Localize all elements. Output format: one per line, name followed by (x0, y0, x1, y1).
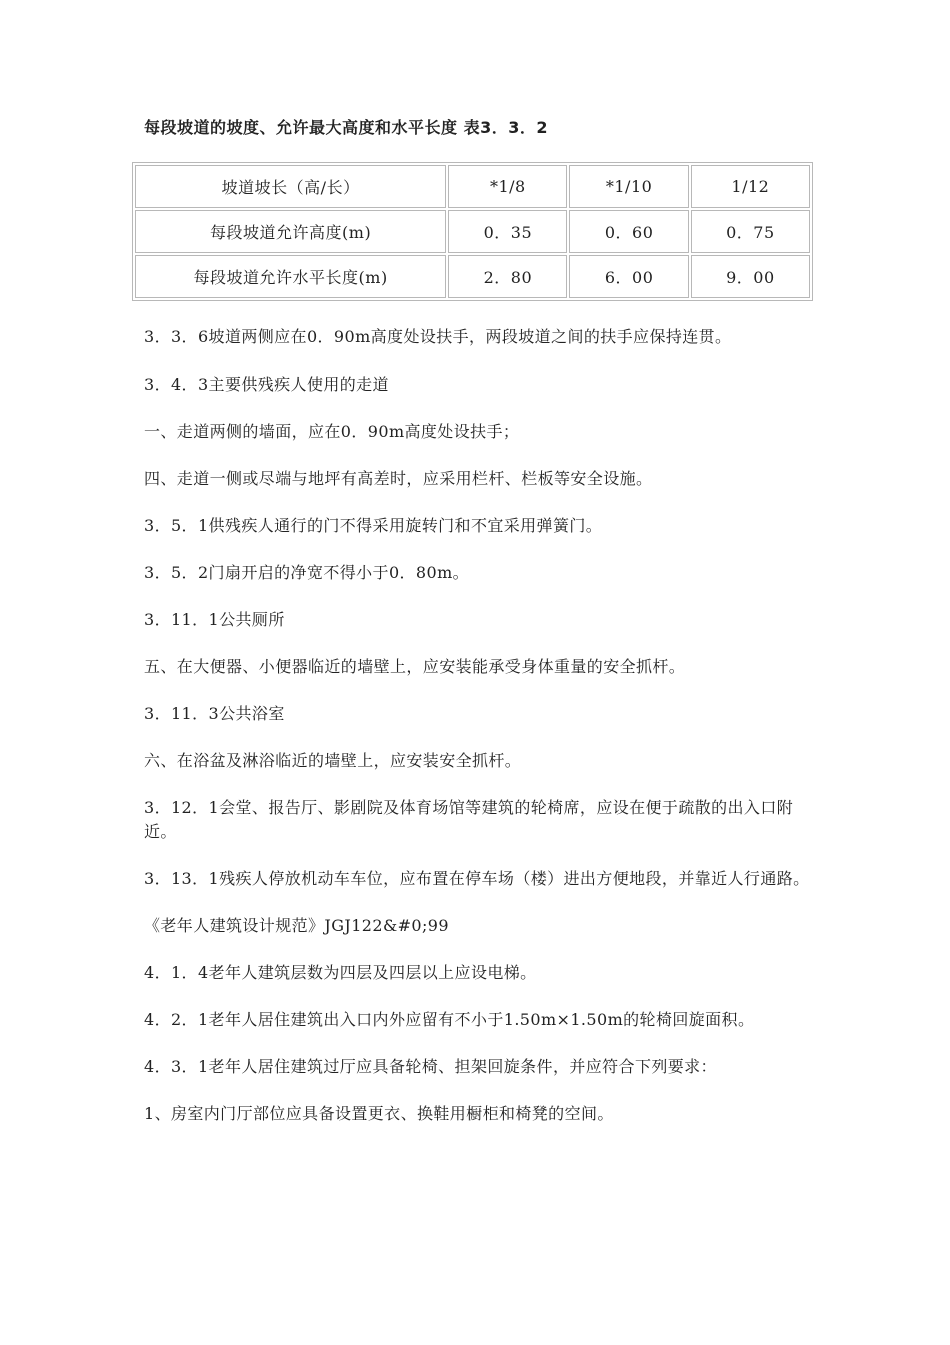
table-header-row (135, 165, 810, 208)
table-cell: 1/12 (691, 165, 810, 208)
paragraph: 一、走道两侧的墙面，应在0．90m高度处设扶手； (144, 422, 520, 441)
paragraph: 4．1．4老年人建筑层数为四层及四层以上应设电梯。 (144, 963, 537, 982)
paragraph: 3．5．1供残疾人通行的门不得采用旋转门和不宜采用弹簧门。 (144, 516, 603, 535)
table-cell: 每段坡道允许水平长度(m) (135, 255, 446, 298)
table-cell: 2．80 (448, 255, 567, 298)
paragraph: 五、在大便器、小便器临近的墙壁上，应安装能承受身体重量的安全抓杆。 (144, 657, 686, 676)
table-cell: *1/10 (569, 165, 688, 208)
paragraph: 《老年人建筑设计规范》JGJ122&#0;99 (144, 916, 449, 935)
body-text (144, 325, 814, 1126)
table-cell: 坡道坡长（高/长） (135, 165, 446, 208)
paragraph: 3．13．1残疾人停放机动车车位，应布置在停车场（楼）进出方便地段，并靠近人行通路。 (144, 869, 810, 888)
table-cell: *1/8 (448, 165, 567, 208)
table-row (135, 255, 810, 298)
document-page (144, 116, 814, 1126)
paragraph: 3．11．1公共厕所 (144, 610, 285, 629)
table-cell: 0．35 (448, 210, 567, 253)
paragraph: 3．3．6坡道两侧应在0．90m高度处设扶手，两段坡道之间的扶手应保持连贯。 (144, 327, 732, 346)
paragraph: 1、房室内门厅部位应具备设置更衣、换鞋用橱柜和椅凳的空间。 (144, 1104, 614, 1123)
table-cell: 0．60 (569, 210, 688, 253)
table-cell: 每段坡道允许高度(m) (135, 210, 446, 253)
ramp-spec-table (132, 162, 813, 301)
table-cell: 9．00 (691, 255, 810, 298)
paragraph: 四、走道一侧或尽端与地坪有高差时，应采用栏杆、栏板等安全设施。 (144, 469, 653, 488)
paragraph: 4．3．1老年人居住建筑过厅应具备轮椅、担架回旋条件，并应符合下列要求： (144, 1057, 717, 1076)
paragraph: 4．2．1老年人居住建筑出入口内外应留有不小于1.50m×1.50m的轮椅回旋面积。 (144, 1010, 755, 1029)
table-cell: 6．00 (569, 255, 688, 298)
paragraph: 3．5．2门扇开启的净宽不得小于0．80m。 (144, 563, 470, 582)
table-caption: 每段坡道的坡度、允许最大高度和水平长度 表3．3．2 (144, 118, 548, 137)
paragraph: 3．4．3主要供残疾人使用的走道 (144, 375, 389, 394)
paragraph: 3．11．3公共浴室 (144, 704, 285, 723)
table-row (135, 210, 810, 253)
table-cell: 0．75 (691, 210, 810, 253)
paragraph: 六、在浴盆及淋浴临近的墙壁上，应安装安全抓杆。 (144, 751, 522, 770)
paragraph: 3．12．1会堂、报告厅、影剧院及体育场馆等建筑的轮椅席，应设在便于疏散的出入口附近。 (144, 798, 794, 841)
